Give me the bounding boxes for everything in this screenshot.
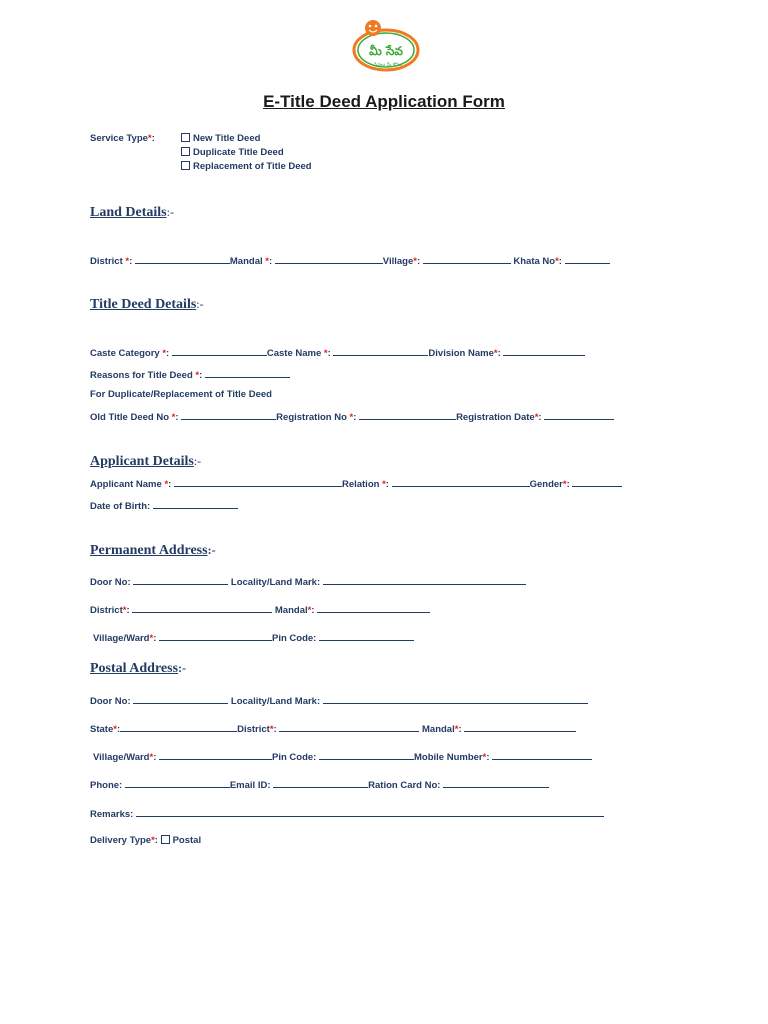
dob-field[interactable] <box>153 499 238 509</box>
perm-door-field[interactable] <box>133 575 228 585</box>
gender-field[interactable] <box>572 477 622 487</box>
perm-village-field[interactable] <box>159 631 272 641</box>
postal-locality-field[interactable] <box>323 694 588 704</box>
land-details-row: District *: Mandal *: Village*: Khata No*: <box>90 254 610 267</box>
land-details-heading: Land Details:- <box>90 205 174 220</box>
postal-village-field[interactable] <box>159 750 272 760</box>
caste-category-field[interactable] <box>172 346 267 356</box>
postal-state-field[interactable] <box>120 722 237 732</box>
perm-locality-field[interactable] <box>323 575 526 585</box>
service-option-new[interactable]: New Title Deed <box>181 133 260 144</box>
postal-pin-field[interactable] <box>319 750 414 760</box>
applicant-details-heading: Applicant Details:- <box>90 454 202 469</box>
ration-card-field[interactable] <box>443 778 549 788</box>
postal-checkbox-icon[interactable] <box>161 835 170 844</box>
service-option-replacement[interactable]: Replacement of Title Deed <box>181 161 312 172</box>
postal-mandal-field[interactable] <box>464 722 576 732</box>
applicant-name-field[interactable] <box>174 477 342 487</box>
land-district-field[interactable] <box>135 254 230 264</box>
land-khata-field[interactable] <box>565 254 610 264</box>
postal-village-row: Village/Ward*: Pin Code: Mobile Number*: <box>93 750 592 763</box>
remarks-row: Remarks: <box>90 807 604 820</box>
caste-row: Caste Category *: Caste Name *: Division Name*: <box>90 346 585 359</box>
email-field[interactable] <box>273 778 368 788</box>
service-type-label: Service Type*: <box>90 133 155 144</box>
remarks-field[interactable] <box>136 807 604 817</box>
land-village-field[interactable] <box>423 254 511 264</box>
postal-phone-row: Phone: Email ID: Ration Card No: <box>90 778 549 791</box>
old-deed-row: Old Title Deed No *: Registration No *: Registration Date*: <box>90 410 614 423</box>
logo-tagline: సేవలు మీ కోసం <box>374 63 402 68</box>
reasons-field[interactable] <box>205 368 290 378</box>
division-name-field[interactable] <box>503 346 585 356</box>
old-deed-no-field[interactable] <box>181 410 276 420</box>
registration-date-field[interactable] <box>544 410 614 420</box>
applicant-row: Applicant Name *: Relation *: Gender*: <box>90 477 622 490</box>
postal-door-row: Door No: Locality/Land Mark: <box>90 694 588 707</box>
postal-state-row: State*: District*: Mandal*: <box>90 722 576 735</box>
duplicate-note: For Duplicate/Replacement of Title Deed <box>90 389 272 400</box>
registration-no-field[interactable] <box>359 410 456 420</box>
permanent-address-heading: Permanent Address:- <box>90 543 216 558</box>
land-mandal-field[interactable] <box>275 254 383 264</box>
perm-mandal-field[interactable] <box>317 603 430 613</box>
checkbox-icon[interactable] <box>181 147 190 156</box>
relation-field[interactable] <box>392 477 530 487</box>
perm-district-field[interactable] <box>132 603 272 613</box>
dob-row: Date of Birth: <box>90 499 238 512</box>
mee-seva-logo <box>350 16 422 76</box>
title-deed-details-heading: Title Deed Details:- <box>90 297 204 312</box>
page-title: E-Title Deed Application Form <box>263 92 505 111</box>
postal-address-heading: Postal Address:- <box>90 661 187 676</box>
checkbox-icon[interactable] <box>181 161 190 170</box>
perm-district-row: District*: Mandal*: <box>90 603 430 616</box>
perm-pin-field[interactable] <box>319 631 414 641</box>
delivery-type-row: Delivery Type*: Postal <box>90 835 202 846</box>
service-option-duplicate[interactable]: Duplicate Title Deed <box>181 147 284 158</box>
caste-name-field[interactable] <box>333 346 428 356</box>
logo-text: మీ సేవ <box>369 44 403 58</box>
delivery-option-postal[interactable]: Postal <box>172 835 202 846</box>
phone-field[interactable] <box>125 778 230 788</box>
reasons-row: Reasons for Title Deed *: <box>90 368 290 381</box>
mobile-number-field[interactable] <box>492 750 592 760</box>
perm-village-row: Village/Ward*: Pin Code: <box>93 631 414 644</box>
perm-door-row: Door No: Locality/Land Mark: <box>90 575 526 588</box>
checkbox-icon[interactable] <box>181 133 190 142</box>
postal-door-field[interactable] <box>133 694 228 704</box>
postal-district-field[interactable] <box>279 722 419 732</box>
